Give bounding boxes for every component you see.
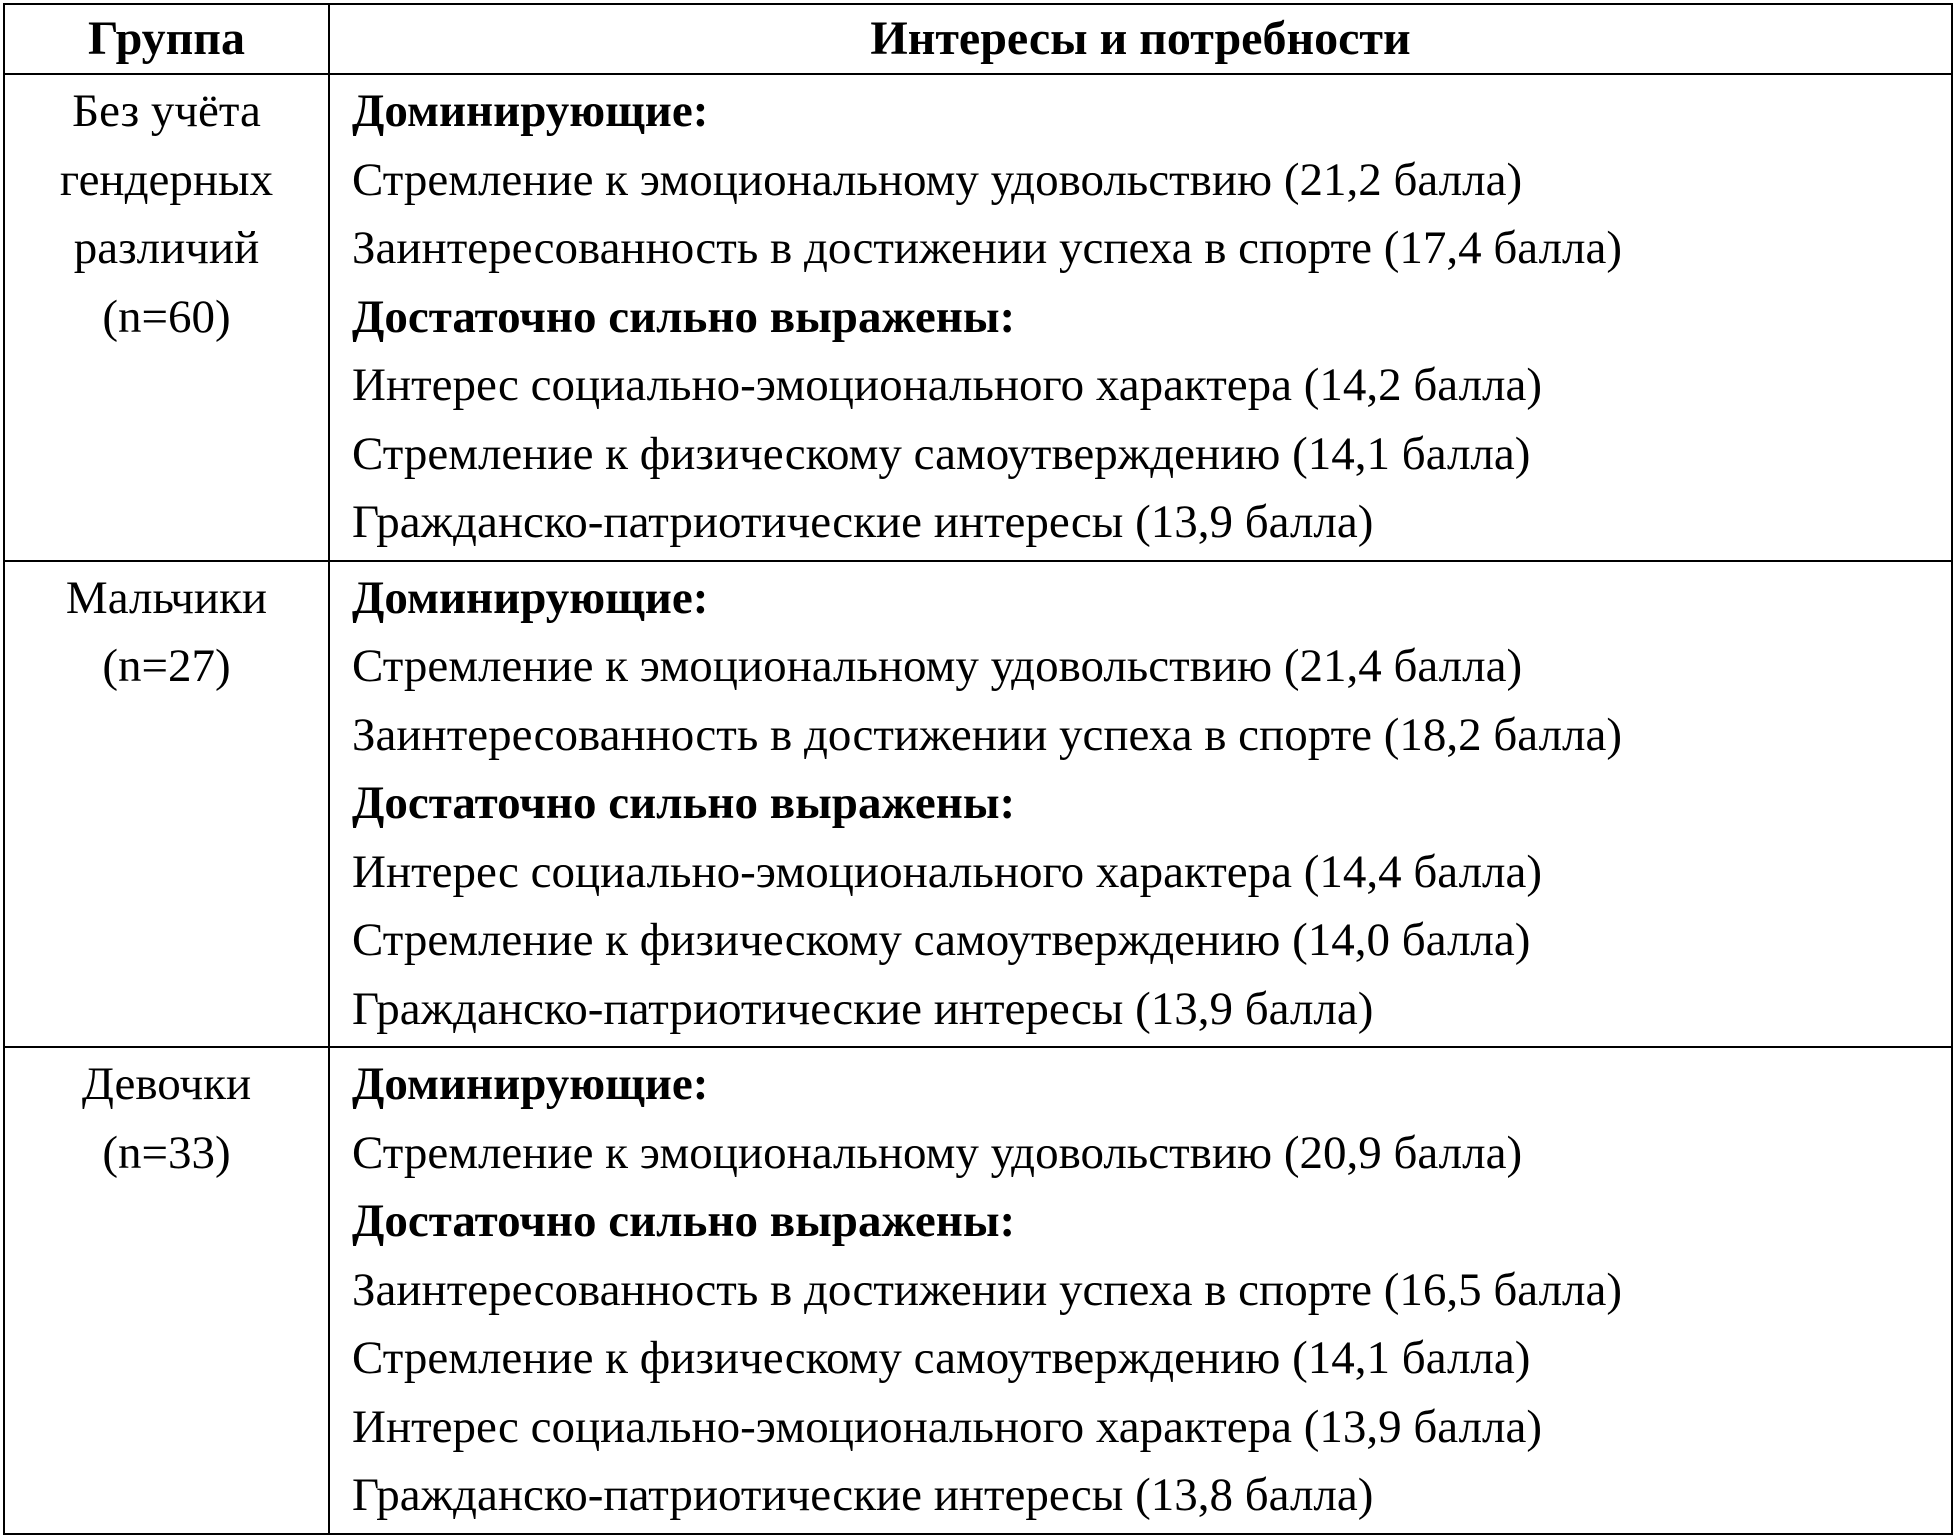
group-cell bbox=[4, 1047, 329, 1534]
group-label-line: (n=60) bbox=[102, 290, 231, 343]
strong-heading: Достаточно сильно выражены: bbox=[352, 777, 1016, 829]
table-row bbox=[4, 561, 1952, 1048]
interest-item: Стремление к физическому самоутверждению (14,1 балла) bbox=[352, 427, 1531, 480]
interest-item: Интерес социально-эмоционального характера (14,4 балла) bbox=[352, 845, 1542, 898]
interest-item: Стремление к физическому самоутверждению (14,1 балла) bbox=[352, 1332, 1531, 1384]
header-row bbox=[4, 4, 1952, 74]
header-interests: Интересы и потребности bbox=[329, 4, 1952, 74]
interest-item: Гражданско-патриотические интересы (13,9 балла) bbox=[352, 982, 1374, 1035]
header-group: Группа bbox=[4, 4, 329, 74]
group-label-line: Девочки bbox=[81, 1058, 252, 1110]
interest-item: Гражданско-патриотические интересы (13,8 балла) bbox=[352, 1469, 1374, 1521]
strong-heading: Достаточно сильно выражены: bbox=[352, 1195, 1016, 1247]
table-row bbox=[4, 1047, 1952, 1534]
dominant-heading: Доминирующие: bbox=[352, 85, 709, 137]
interest-item: Стремление к эмоциональному удовольствию (21,4 балла) bbox=[352, 640, 1523, 692]
group-label-line: гендерных bbox=[59, 153, 274, 206]
interests-cell bbox=[329, 1047, 1952, 1534]
group-label-line: (n=27) bbox=[102, 640, 231, 692]
interest-item: Гражданско-патриотические интересы (13,9 балла) bbox=[352, 496, 1374, 548]
interest-item: Заинтересованность в достижении успеха в спорте (17,4 балла) bbox=[352, 222, 1622, 274]
interest-item: Интерес социально-эмоционального характера (13,9 балла) bbox=[352, 1400, 1542, 1453]
dominant-heading: Доминирующие: bbox=[352, 1058, 709, 1110]
group-cell bbox=[4, 561, 329, 1048]
group-label-line: Мальчики bbox=[65, 571, 268, 624]
group-label-line: Без учёта bbox=[72, 85, 261, 137]
interest-item: Стремление к эмоциональному удовольствию (20,9 балла) bbox=[352, 1126, 1523, 1179]
interest-item: Заинтересованность в достижении успеха в спорте (18,2 балла) bbox=[352, 708, 1622, 761]
group-cell bbox=[4, 74, 329, 561]
interests-table bbox=[3, 3, 1953, 1535]
interest-item: Стремление к эмоциональному удовольствию (21,2 балла) bbox=[352, 153, 1523, 206]
table-row bbox=[4, 74, 1952, 561]
dominant-heading: Доминирующие: bbox=[352, 571, 709, 624]
interests-cell bbox=[329, 74, 1952, 561]
interest-item: Интерес социально-эмоционального характера (14,2 балла) bbox=[352, 359, 1542, 411]
group-label-line: различий bbox=[73, 222, 260, 274]
group-label-line: (n=33) bbox=[102, 1126, 231, 1179]
interest-item: Заинтересованность в достижении успеха в спорте (16,5 балла) bbox=[352, 1263, 1622, 1316]
strong-heading: Достаточно сильно выражены: bbox=[352, 290, 1016, 343]
interests-cell bbox=[329, 561, 1952, 1048]
interest-item: Стремление к физическому самоутверждению (14,0 балла) bbox=[352, 914, 1531, 966]
